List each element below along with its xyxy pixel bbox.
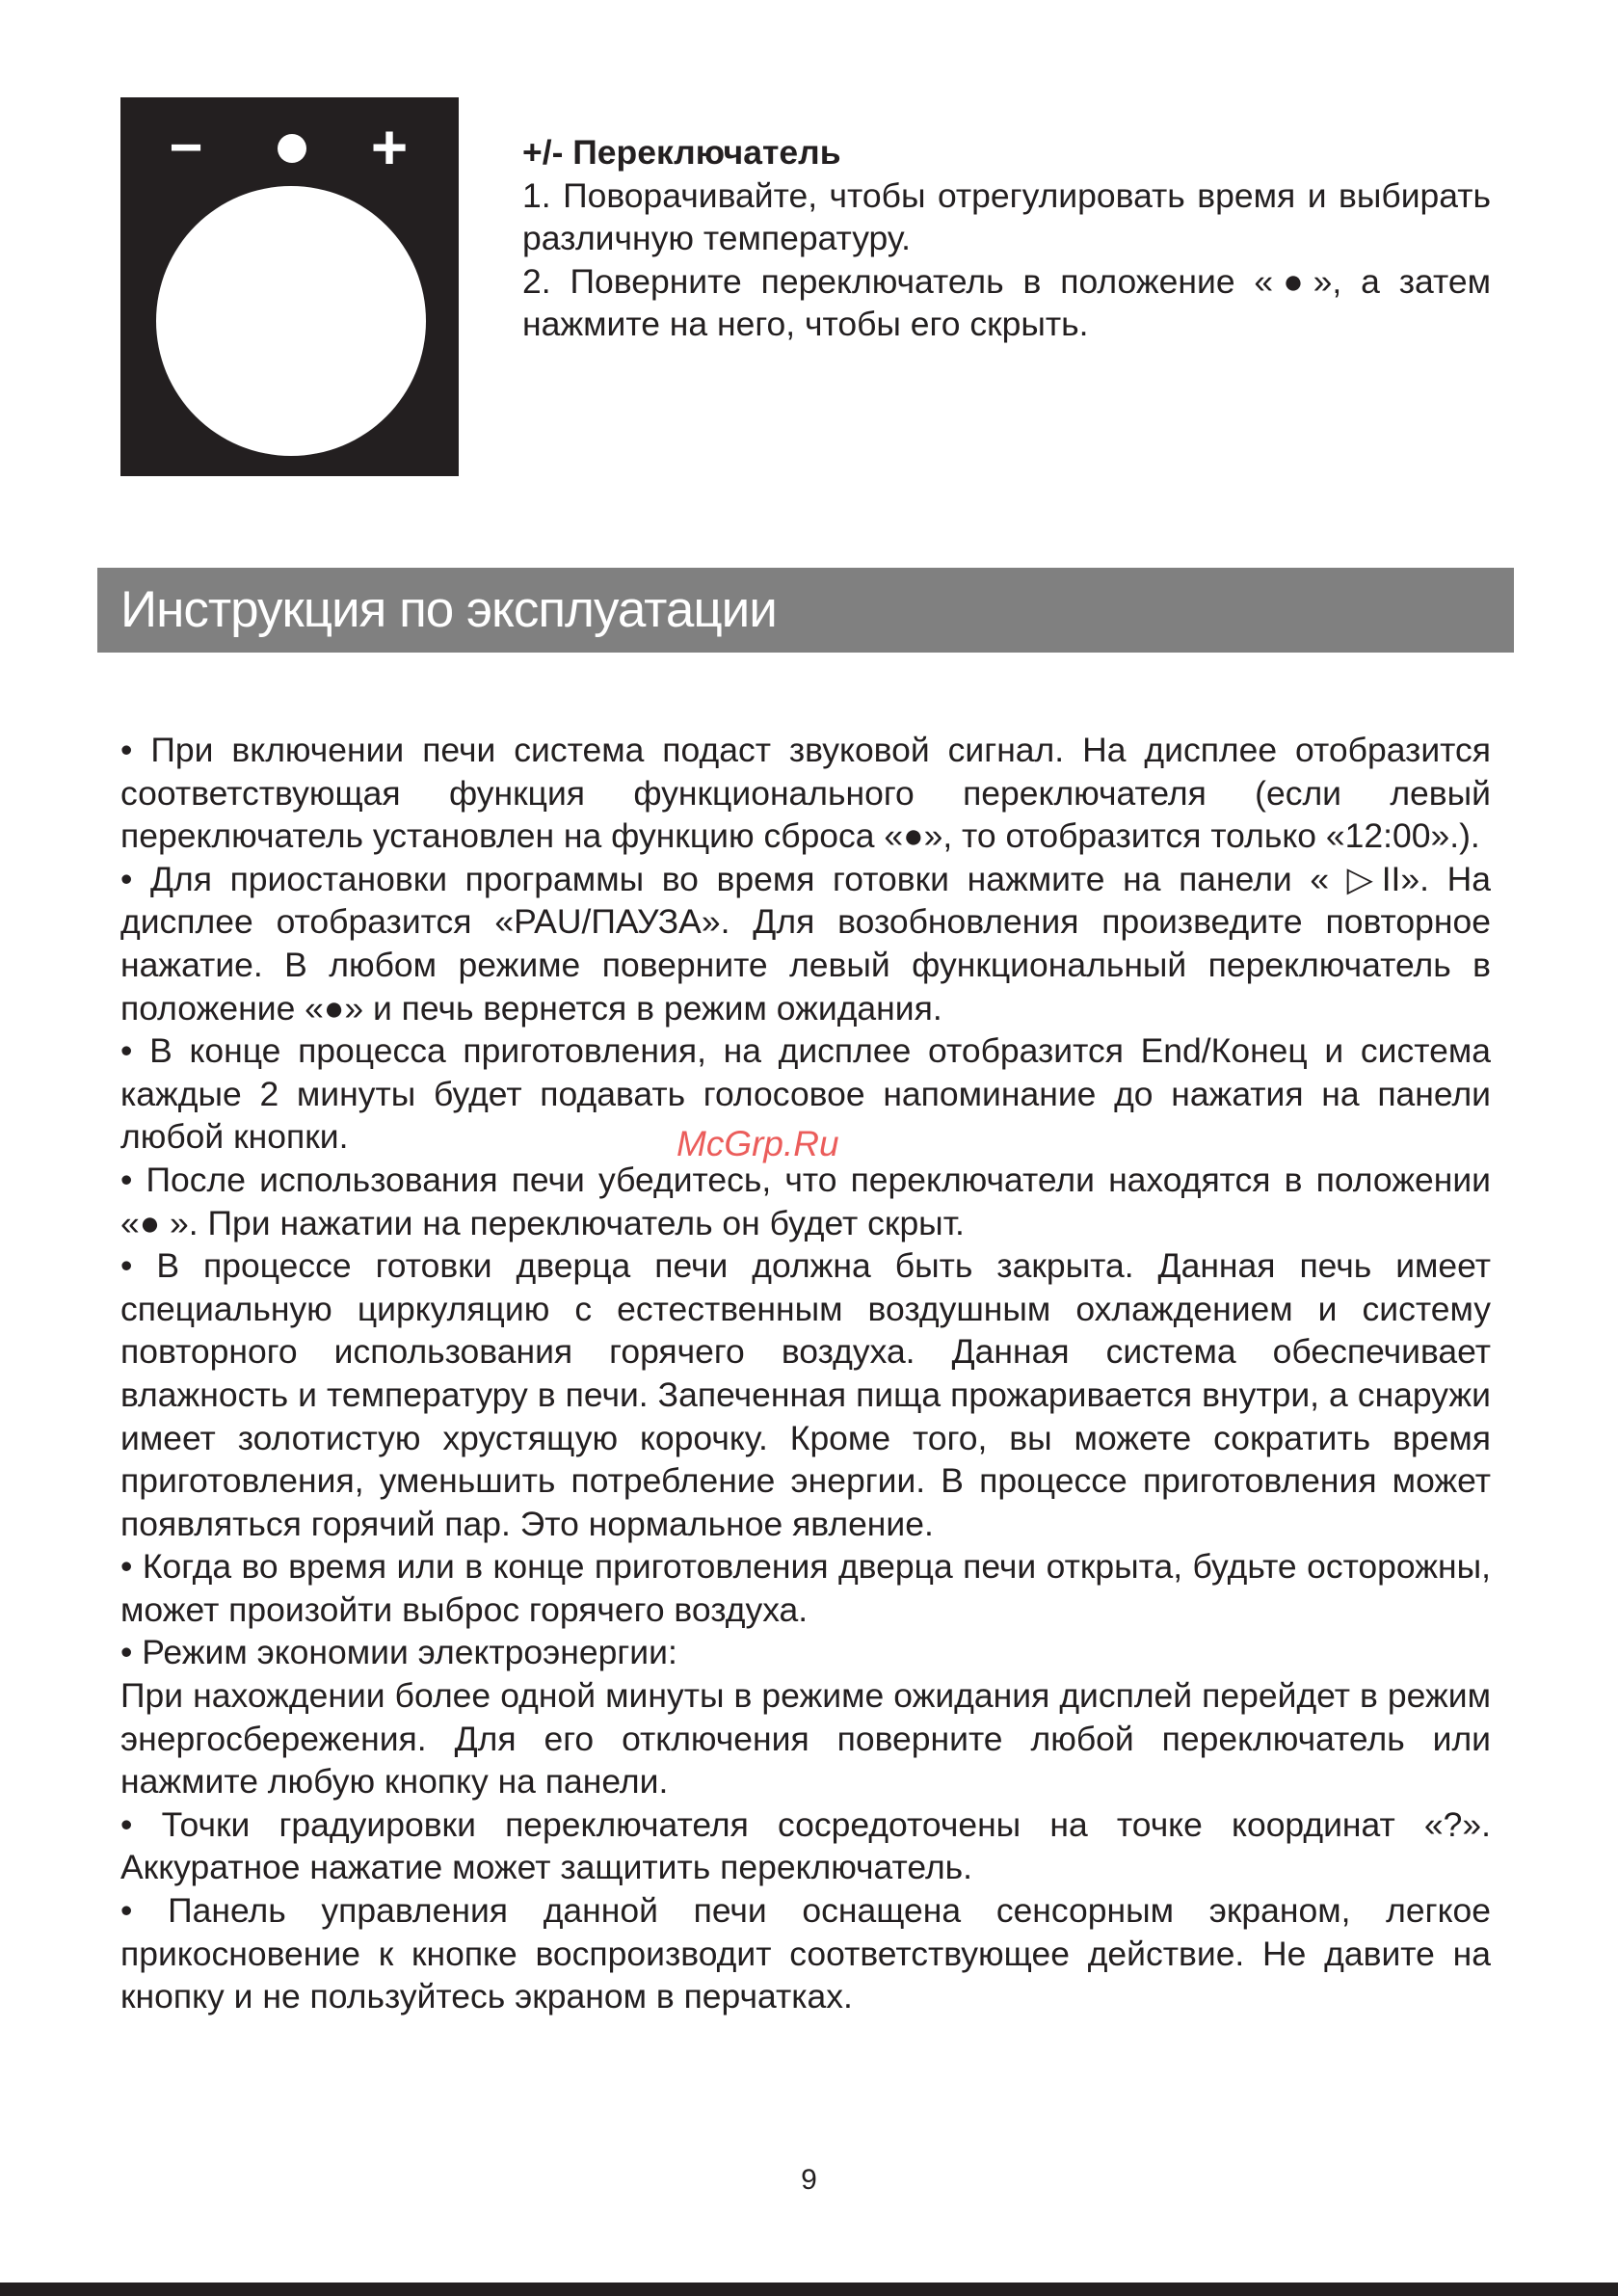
knob-icon xyxy=(120,97,459,476)
instructions-body xyxy=(120,729,1491,2018)
section-header xyxy=(97,568,1514,653)
paragraph: • После использования печи убедитесь, что переключатели находятся в положении «● ». При нажатии на переключатель он будет скрыт. xyxy=(120,1160,1491,1242)
paragraph: При нахождении более одной минуты в режиме ожидания дисплей перейдет в режим энергосбережения. Для его отключения поверните любой переключатель или нажмите любую кнопку на панели. xyxy=(120,1676,1491,1802)
switch-item-2: 2. Поверните переключатель в положение «●», а затем нажмите на него, чтобы его скрыть. xyxy=(522,261,1491,343)
minus-symbol: − xyxy=(169,115,203,179)
bottom-divider xyxy=(0,2283,1618,2296)
paragraph: • Панель управления данной печи оснащена сенсорным экраном, легкое прикосновение к кнопке воспроизводит соответствующее действие. Не давите на кнопку и не пользуйтесь экраном в перчатках. xyxy=(120,1891,1491,2016)
paragraph: • В конце процесса приготовления, на дисплее отобразится End/Конец и система каждые 2 минуты будет подавать голосовое напоминание до нажатия на панели любой кнопки. xyxy=(120,1031,1491,1157)
section-title: Инструкция по эксплуатации xyxy=(120,581,777,638)
switch-item-1: 1. Поворачивайте, чтобы отрегулировать время и выбирать различную температуру. xyxy=(522,175,1491,257)
switch-description xyxy=(522,131,1491,346)
knob-circle xyxy=(156,186,426,456)
watermark: McGrp.Ru xyxy=(676,1124,839,1163)
page-number: 9 xyxy=(801,2164,817,2196)
paragraph: • Для приостановки программы во время готовки нажмите на панели « ▷II». На дисплее отобразится «PAU/ПАУЗА». Для возобновления произведите повторное нажатие. В любом режиме поверните левый функциональный переключатель в положение «●» и печь вернется в режим ожидания. xyxy=(120,859,1491,1028)
paragraph: • При включении печи система подаст звуковой сигнал. На дисплее отобразится соответствующая функция функционального переключателя (если левый переключатель установлен на функцию сброса «●», то отобразится только «12:00».). xyxy=(120,731,1491,856)
plus-symbol: + xyxy=(370,111,409,182)
dot-indicator-icon xyxy=(278,134,306,163)
knob-illustration xyxy=(120,97,459,476)
paragraph: • Когда во время или в конце приготовления дверца печи открыта, будьте осторожны, может произойти выброс горячего воздуха. xyxy=(120,1547,1491,1629)
paragraph: • Режим экономии электроэнергии: xyxy=(120,1633,677,1672)
paragraph: • Точки градуировки переключателя сосредоточены на точке координат «?». Аккуратное нажатие может защитить переключатель. xyxy=(120,1804,1491,1887)
switch-title: +/- Переключатель xyxy=(522,133,841,172)
paragraph: • В процессе готовки дверца печи должна быть закрыта. Данная печь имеет специальную циркуляцию с естественным воздушным охлаждением и систему повторного использования горячего воздуха. Данная система обеспечивает влажность и температуру в печи. Запеченная пища прожаривается внутри, а снаружи имеет золотистую хрустящую корочку. Кроме того, вы можете сократить время приготовления, уменьшить потребление энергии. В процессе приготовления может появляться горячий пар. Это нормальное явление. xyxy=(120,1246,1491,1543)
